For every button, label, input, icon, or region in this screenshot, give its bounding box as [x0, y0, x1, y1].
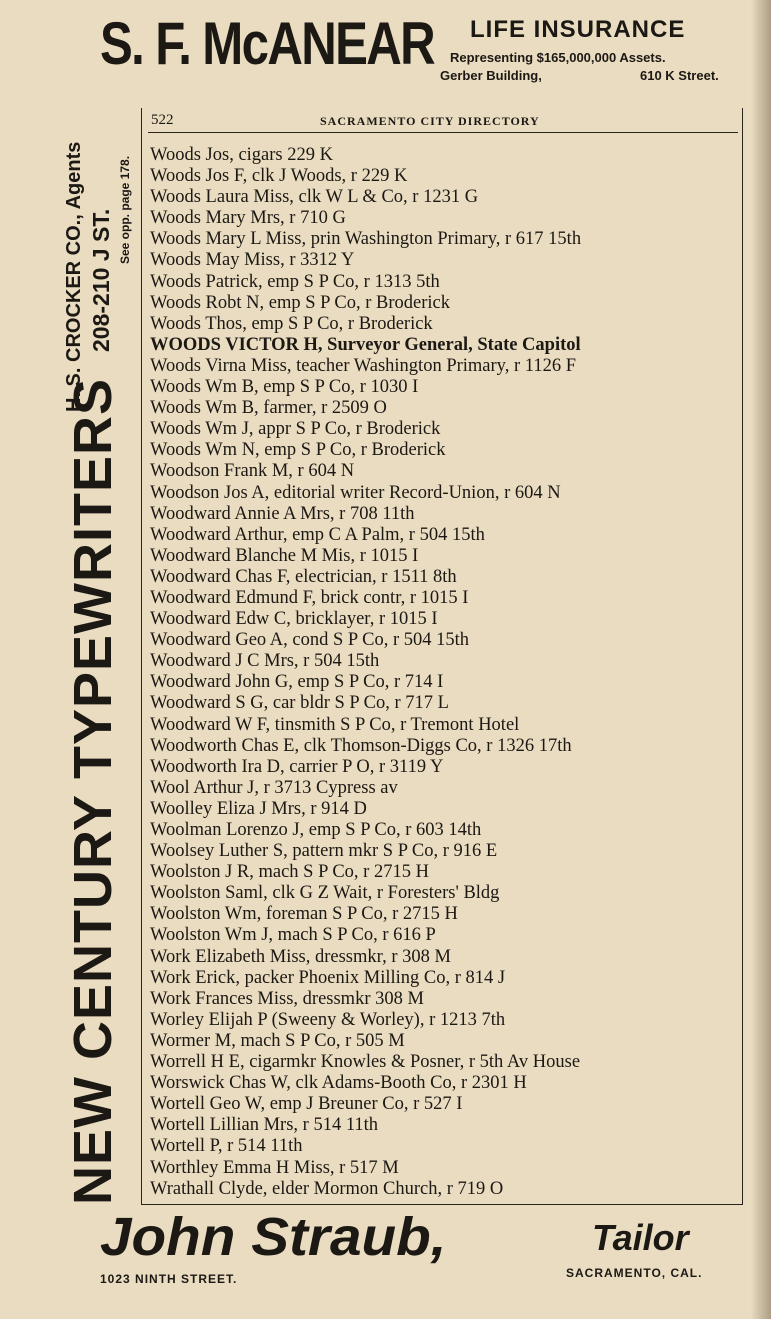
listing-entry: Woodworth Ira D, carrier P O, r 3119 Y	[150, 756, 444, 777]
listing-entry: Wortell P, r 514 11th	[150, 1136, 303, 1157]
top-advertisement	[0, 0, 771, 100]
page-number: 522	[151, 112, 174, 128]
directory-title: SACRAMENTO CITY DIRECTORY	[320, 114, 540, 128]
ad-assets: Representing $165,000,000 Assets.	[450, 50, 666, 65]
listing-entry: Woodward Chas F, electrician, r 1511 8th	[150, 566, 457, 587]
listing-entry: Worley Elijah P (Sweeny & Worley), r 1213 7th	[150, 1009, 506, 1030]
listing-entry: Woods Robt N, emp S P Co, r Broderick	[150, 292, 450, 313]
listing-entry: Woodward Edw C, bricklayer, r 1015 I	[150, 609, 438, 630]
listing-entry: Worrell H E, cigarmkr Knowles & Posner, r 5th Av House	[150, 1052, 581, 1073]
listing-entry: Woods Laura Miss, clk W L & Co, r 1231 G	[150, 187, 479, 208]
listing-entry: Woodson Frank M, r 604 N	[150, 461, 355, 482]
tailor-city: SACRAMENTO, CAL.	[566, 1266, 703, 1280]
ad-street: 610 K Street.	[640, 68, 719, 83]
listing-entry: Woods Mary Mrs, r 710 G	[150, 208, 346, 229]
listing-entry: Woolman Lorenzo J, emp S P Co, r 603 14th	[150, 820, 482, 840]
listing-entry: Woodson Jos A, editorial writer Record-Union, r 604 N	[150, 482, 561, 503]
listing-entry: Woods Virna Miss, teacher Washington Primary, r 1126 F	[150, 355, 576, 376]
directory-listings	[150, 145, 738, 1200]
listing-entry: Woodward Edmund F, brick contr, r 1015 I	[150, 587, 469, 608]
listing-entry: Woodward Annie A Mrs, r 708 11th	[150, 503, 415, 524]
tailor-trade: Tailor	[592, 1217, 689, 1258]
ad-headline: LIFE INSURANCE	[470, 16, 686, 43]
listing-entry: Worthley Emma H Miss, r 517 M	[150, 1157, 399, 1178]
listing-entry: Work Erick, packer Phoenix Milling Co, r 814 J	[150, 967, 506, 988]
advertiser-name: S. F. McANEAR	[100, 10, 435, 77]
listing-entry: Woodward J C Mrs, r 504 15th	[150, 651, 380, 672]
ad-building: Gerber Building,	[440, 68, 542, 83]
listing-entry: Wortell Geo W, emp J Breuner Co, r 527 I	[150, 1094, 463, 1115]
listing-entry: Worswick Chas W, clk Adams-Booth Co, r 2301 H	[150, 1073, 527, 1094]
listing-entry: Woods Wm J, appr S P Co, r Broderick	[150, 419, 441, 440]
listing-entry: Woodward John G, emp S P Co, r 714 I	[150, 672, 444, 693]
page-edge-shadow	[751, 0, 771, 1319]
tailor-name: John Straub,	[100, 1207, 447, 1267]
listing-entry: Woodward Arthur, emp C A Palm, r 504 15th	[150, 524, 485, 545]
listing-entry: Woolley Eliza J Mrs, r 914 D	[150, 798, 367, 819]
listing-entry: Woolston Wm J, mach S P Co, r 616 P	[150, 925, 436, 946]
listing-entry: Woolston Saml, clk G Z Wait, r Foresters' Bldg	[150, 883, 500, 904]
listing-entry: Woodward Blanche M Mis, r 1015 I	[150, 545, 419, 566]
listing-entry: Woolston J R, mach S P Co, r 2715 H	[150, 862, 429, 883]
listing-entry: Wrathall Clyde, elder Mormon Church, r 719 O	[150, 1178, 504, 1199]
listing-entry: Woods Patrick, emp S P Co, r 1313 5th	[150, 271, 440, 292]
see-page-note: See opp. page 178.	[118, 155, 132, 264]
listing-entry: Woods Mary L Miss, prin Washington Primary, r 617 15th	[150, 229, 582, 250]
listing-entry: Woods Wm B, farmer, r 2509 O	[150, 398, 387, 419]
agents-address: 208-210 J ST.	[88, 208, 114, 352]
listing-entry: Woodward S G, car bldr S P Co, r 717 L	[150, 693, 449, 714]
listing-entry: WOODS VICTOR H, Surveyor General, State Capitol	[150, 334, 581, 355]
listing-entry: Woodward W F, tinsmith S P Co, r Tremont Hotel	[150, 714, 520, 735]
listing-entry: Woods Wm B, emp S P Co, r 1030 I	[150, 377, 419, 398]
typewriters-ad-text: NEW CENTURY TYPEWRITERS	[63, 377, 123, 1205]
listing-entry: Work Frances Miss, dressmkr 308 M	[150, 988, 424, 1009]
tailor-address: 1023 NINTH STREET.	[100, 1272, 238, 1286]
listing-entry: Woods Wm N, emp S P Co, r Broderick	[150, 440, 446, 461]
listing-entry: Wortell Lillian Mrs, r 514 11th	[150, 1115, 379, 1136]
agents-ad-text: H. S. CROCKER CO., Agents	[63, 141, 85, 412]
listing-entry: Work Elizabeth Miss, dressmkr, r 308 M	[150, 946, 451, 967]
listing-entry: Woods Jos F, clk J Woods, r 229 K	[150, 166, 408, 187]
listing-entry: Woolston Wm, foreman S P Co, r 2715 H	[150, 904, 458, 925]
listing-entry: Wormer M, mach S P Co, r 505 M	[150, 1030, 405, 1051]
listing-entry: Woolsey Luther S, pattern mkr S P Co, r 916 E	[150, 841, 498, 862]
page-header	[148, 112, 738, 133]
listing-entry: Woodward Geo A, cond S P Co, r 504 15th	[150, 630, 469, 651]
listing-entry: Woods May Miss, r 3312 Y	[150, 250, 355, 271]
listing-entry: Woods Jos, cigars 229 K	[150, 145, 333, 165]
listing-entry: Wool Arthur J, r 3713 Cypress av	[150, 777, 398, 798]
listing-entry: Woods Thos, emp S P Co, r Broderick	[150, 313, 433, 334]
listing-entry: Woodworth Chas E, clk Thomson-Diggs Co, r 1326 17th	[150, 735, 572, 756]
